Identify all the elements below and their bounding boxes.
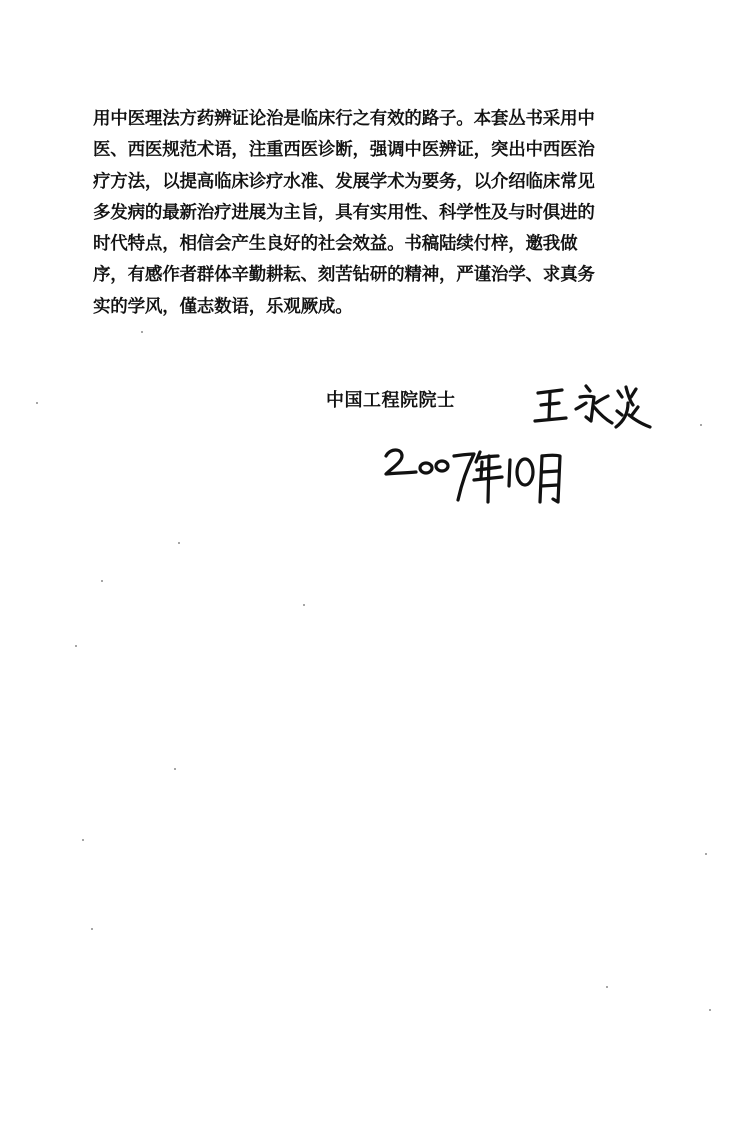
scan-speck — [36, 402, 38, 404]
text-line: 序，有感作者群体辛勤耕耘、刻苦钻研的精神，严谨治学、求真务 — [93, 265, 595, 286]
scan-speck — [303, 604, 305, 606]
scan-speck — [700, 424, 702, 426]
signature-block — [326, 382, 456, 416]
text-line: 多发病的最新治疗进展为主旨，具有实用性、科学性及与时俱进的 — [93, 202, 595, 223]
handwritten-date — [382, 444, 566, 508]
scan-speck — [709, 1009, 711, 1011]
preface-paragraph — [93, 104, 703, 323]
scan-speck — [101, 580, 103, 582]
scan-speck — [91, 928, 93, 930]
scan-speck — [178, 542, 180, 544]
text-line: 时代特点，相信会产生良好的社会效益。书稿陆续付梓，邀我做 — [93, 234, 578, 255]
text-line: 医、西医规范术语，注重西医诊断，强调中医辨证，突出中西医治 — [93, 140, 595, 161]
author-title: 中国工程院院士 — [326, 390, 456, 411]
scan-speck — [141, 331, 143, 333]
scan-speck — [82, 839, 84, 841]
text-line: 疗方法，以提高临床诊疗水准、发展学术为要务，以介绍临床常见 — [93, 171, 595, 192]
scan-speck — [606, 986, 608, 988]
scan-speck — [705, 853, 707, 855]
scan-speck — [75, 645, 77, 647]
handwritten-signature — [532, 383, 652, 431]
text-line: 用中医理法方药辨证论治是临床行之有效的路子。本套丛书采用中 — [93, 109, 595, 129]
scan-speck — [174, 768, 176, 770]
text-line: 实的学风，僅志数语，乐观厥成。 — [93, 296, 353, 317]
